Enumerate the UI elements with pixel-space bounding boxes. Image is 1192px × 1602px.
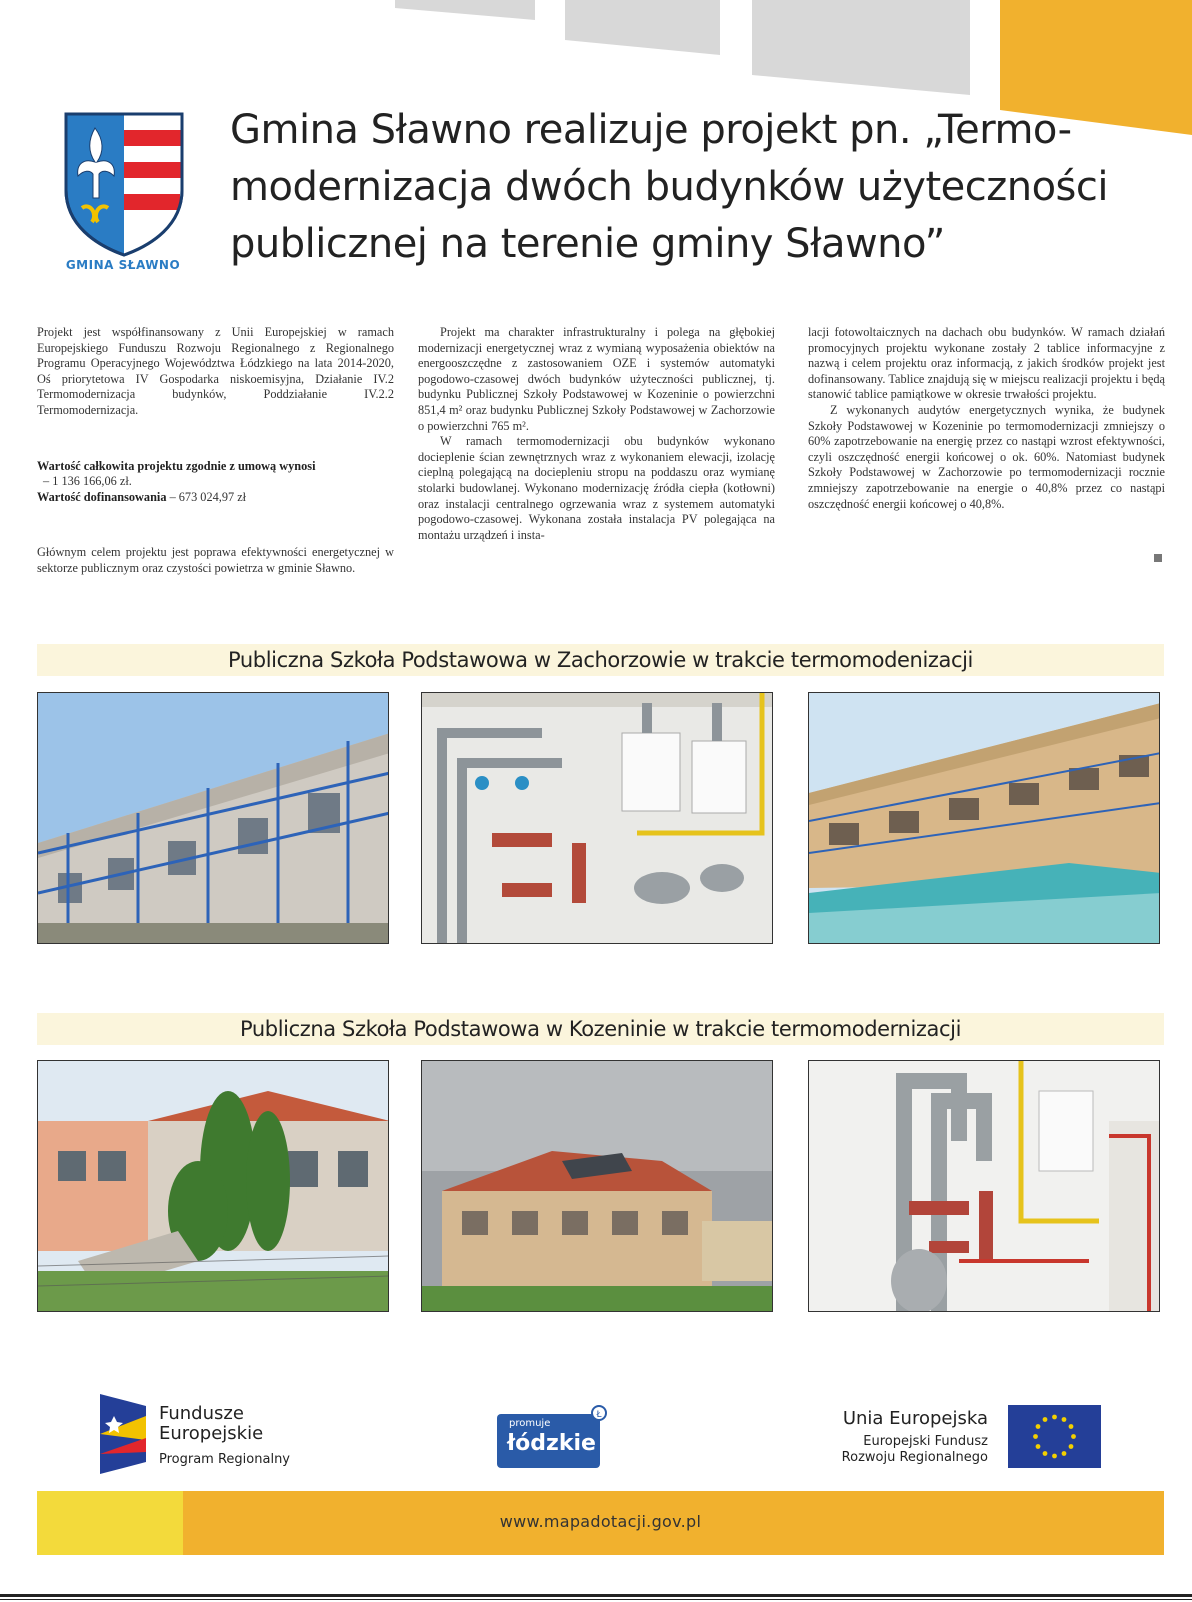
value-total-label: Wartość całkowita projektu zgodnie z umową wynosi <box>37 458 316 473</box>
eu-text <box>800 1408 988 1466</box>
value-total: – 1 136 166,06 zł. <box>43 474 132 489</box>
page-title <box>230 102 1130 273</box>
photo-kozenin-building <box>421 1060 773 1312</box>
value-cofinancing-label: Wartość dofinansowania <box>37 489 167 504</box>
works-paragraph: W ramach termomodernizacji obu budynków wykonano docieplenie ścian zewnętrznych wraz z wykonaniem elewacji, izolację cieplną polegającą na dociepleniu stropu na poddaszu oraz wymianę stolarki budowlanej. Wykonano modernizację źródła ciepła (kotłowni) oraz instalacji centralnego ogrzewania wraz z systemem automatyki pogodowo-czasowej. Wykonana została instalacja PV polegająca na montażu urządzeń i insta- <box>418 434 775 542</box>
footer-url-link[interactable]: www.mapadotacji.gov.pl <box>499 1512 702 1531</box>
municipality-label: GMINA SŁAWNO <box>65 258 181 272</box>
fe-line-1: Fundusze <box>159 1403 244 1424</box>
eu-flag-icon <box>1008 1405 1101 1468</box>
promotion-paragraph: lacji fotowoltaicznych na dachach obu budynków. W ramach działań promocyjnych projektu wykonane zostały 2 tablice informacyjne z nazwą i celem projektu oraz informacją, z jakich środków projekt jest dofinansowany. Tablice znajdują się w miejscu realizacji projektu i będą stanowić tablice pamiątkowe w okresie trwałości projektu. <box>808 325 1165 402</box>
text-column-3 <box>808 325 1165 512</box>
text-column-1 <box>37 325 394 577</box>
audit-paragraph: Z wykonanych audytów energetycznych wynika, że budynek Szkoły Podstawowej w Kozeninie po termomodernizacji zmniejszy o 60% zapotrzebowanie na energię przez co nastąpi wzrost efektywności, czyli oszczędność energii końcowej o ok. 60%. Natomiast budynek Szkoły Podstawowej w Zachorzowie po termomodernizacji rocznie zmniejszy zapotrzebowanie na energie o 40,8% przez co nastąpi oszczędność energii końcowej o 40,8%. <box>808 402 1165 511</box>
value-cofinancing: – 673 024,97 zł <box>169 489 247 504</box>
fe-line-3: Program Regionalny <box>159 1452 290 1467</box>
fundusze-europejskie-text <box>159 1404 290 1470</box>
footer-bar <box>37 1491 1164 1555</box>
svg-text:Ł: Ł <box>596 1410 602 1420</box>
lodzkie-mark-icon <box>590 1404 608 1422</box>
goal-paragraph: Głównym celem projektu jest poprawa efektywności energetycznej w sektorze publicznym oraz czystości powietrza w gminie Sławno. <box>37 545 394 575</box>
fe-line-2: Europejskie <box>159 1423 264 1444</box>
photo-zachorzow-facade <box>808 692 1160 944</box>
eu-line-1: Europejski Fundusz <box>863 1434 988 1449</box>
fundusze-europejskie-logo-icon <box>100 1394 146 1474</box>
title-line: Gmina Sławno realizuje projekt pn. „Termo- <box>230 107 1072 153</box>
lodz-big-text: łódzkie <box>507 1431 596 1456</box>
photo-kozenin-entrance <box>37 1060 389 1312</box>
promuje-lodzkie-logo <box>497 1414 600 1468</box>
photo-kozenin-boiler-room <box>808 1060 1160 1312</box>
photo-zachorzow-scaffolding <box>37 692 389 944</box>
title-line: modernizacja dwóch budynków użyteczności <box>230 164 1108 210</box>
project-value <box>37 459 394 506</box>
text-column-2 <box>418 325 775 543</box>
bottom-rule <box>0 1594 1192 1597</box>
scope-paragraph: Projekt ma charakter infrastrukturalny i polega na głębokiej modernizacji energetycznej wraz z wymianą wyposażenia obiektów na energooszczędne z zastosowaniem OZE i systemów automatyki pogodowo-czasowej dwóch budynków użyteczności publicznej, tj. budynku Publicznej Szkoły Podstawowej w Kozeninie o powierzchni 851,4 m² oraz budynku Publicznej Szkoły Podstawowej w Zachorzowie o powierzchni 765 m². <box>418 325 775 433</box>
photo-zachorzow-boiler-room <box>421 692 773 944</box>
lodz-small-text: promuje <box>509 1418 551 1429</box>
section-heading-kozenin: Publiczna Szkoła Podstawowa w Kozeninie w trakcie termomodernizacji <box>37 1013 1164 1045</box>
end-mark <box>1154 554 1162 562</box>
eu-line-2: Rozwoju Regionalnego <box>841 1450 988 1465</box>
coat-of-arms-icon <box>62 110 186 258</box>
eu-title: Unia Europejska <box>842 1408 988 1429</box>
funding-paragraph: Projekt jest współfinansowany z Unii Europejskiej w ramach Europejskiego Funduszu Rozwoju Regionalnego z Regionalnego Programu Operacyjnego Województwa Łódzkiego na lata 2014-2020, Oś priorytetowa IV Gospodarka niskoemisyjna, Działanie IV.2 Termomodernizacja budynków, Poddziałanie IV.2.2 Termomodernizacja. <box>37 325 394 417</box>
bottom-rule-thin <box>0 1599 1192 1600</box>
section-heading-zachorzow: Publiczna Szkoła Podstawowa w Zachorzowie w trakcie termomodenizacji <box>37 644 1164 676</box>
title-line: publicznej na terenie gminy Sławno” <box>230 221 945 267</box>
